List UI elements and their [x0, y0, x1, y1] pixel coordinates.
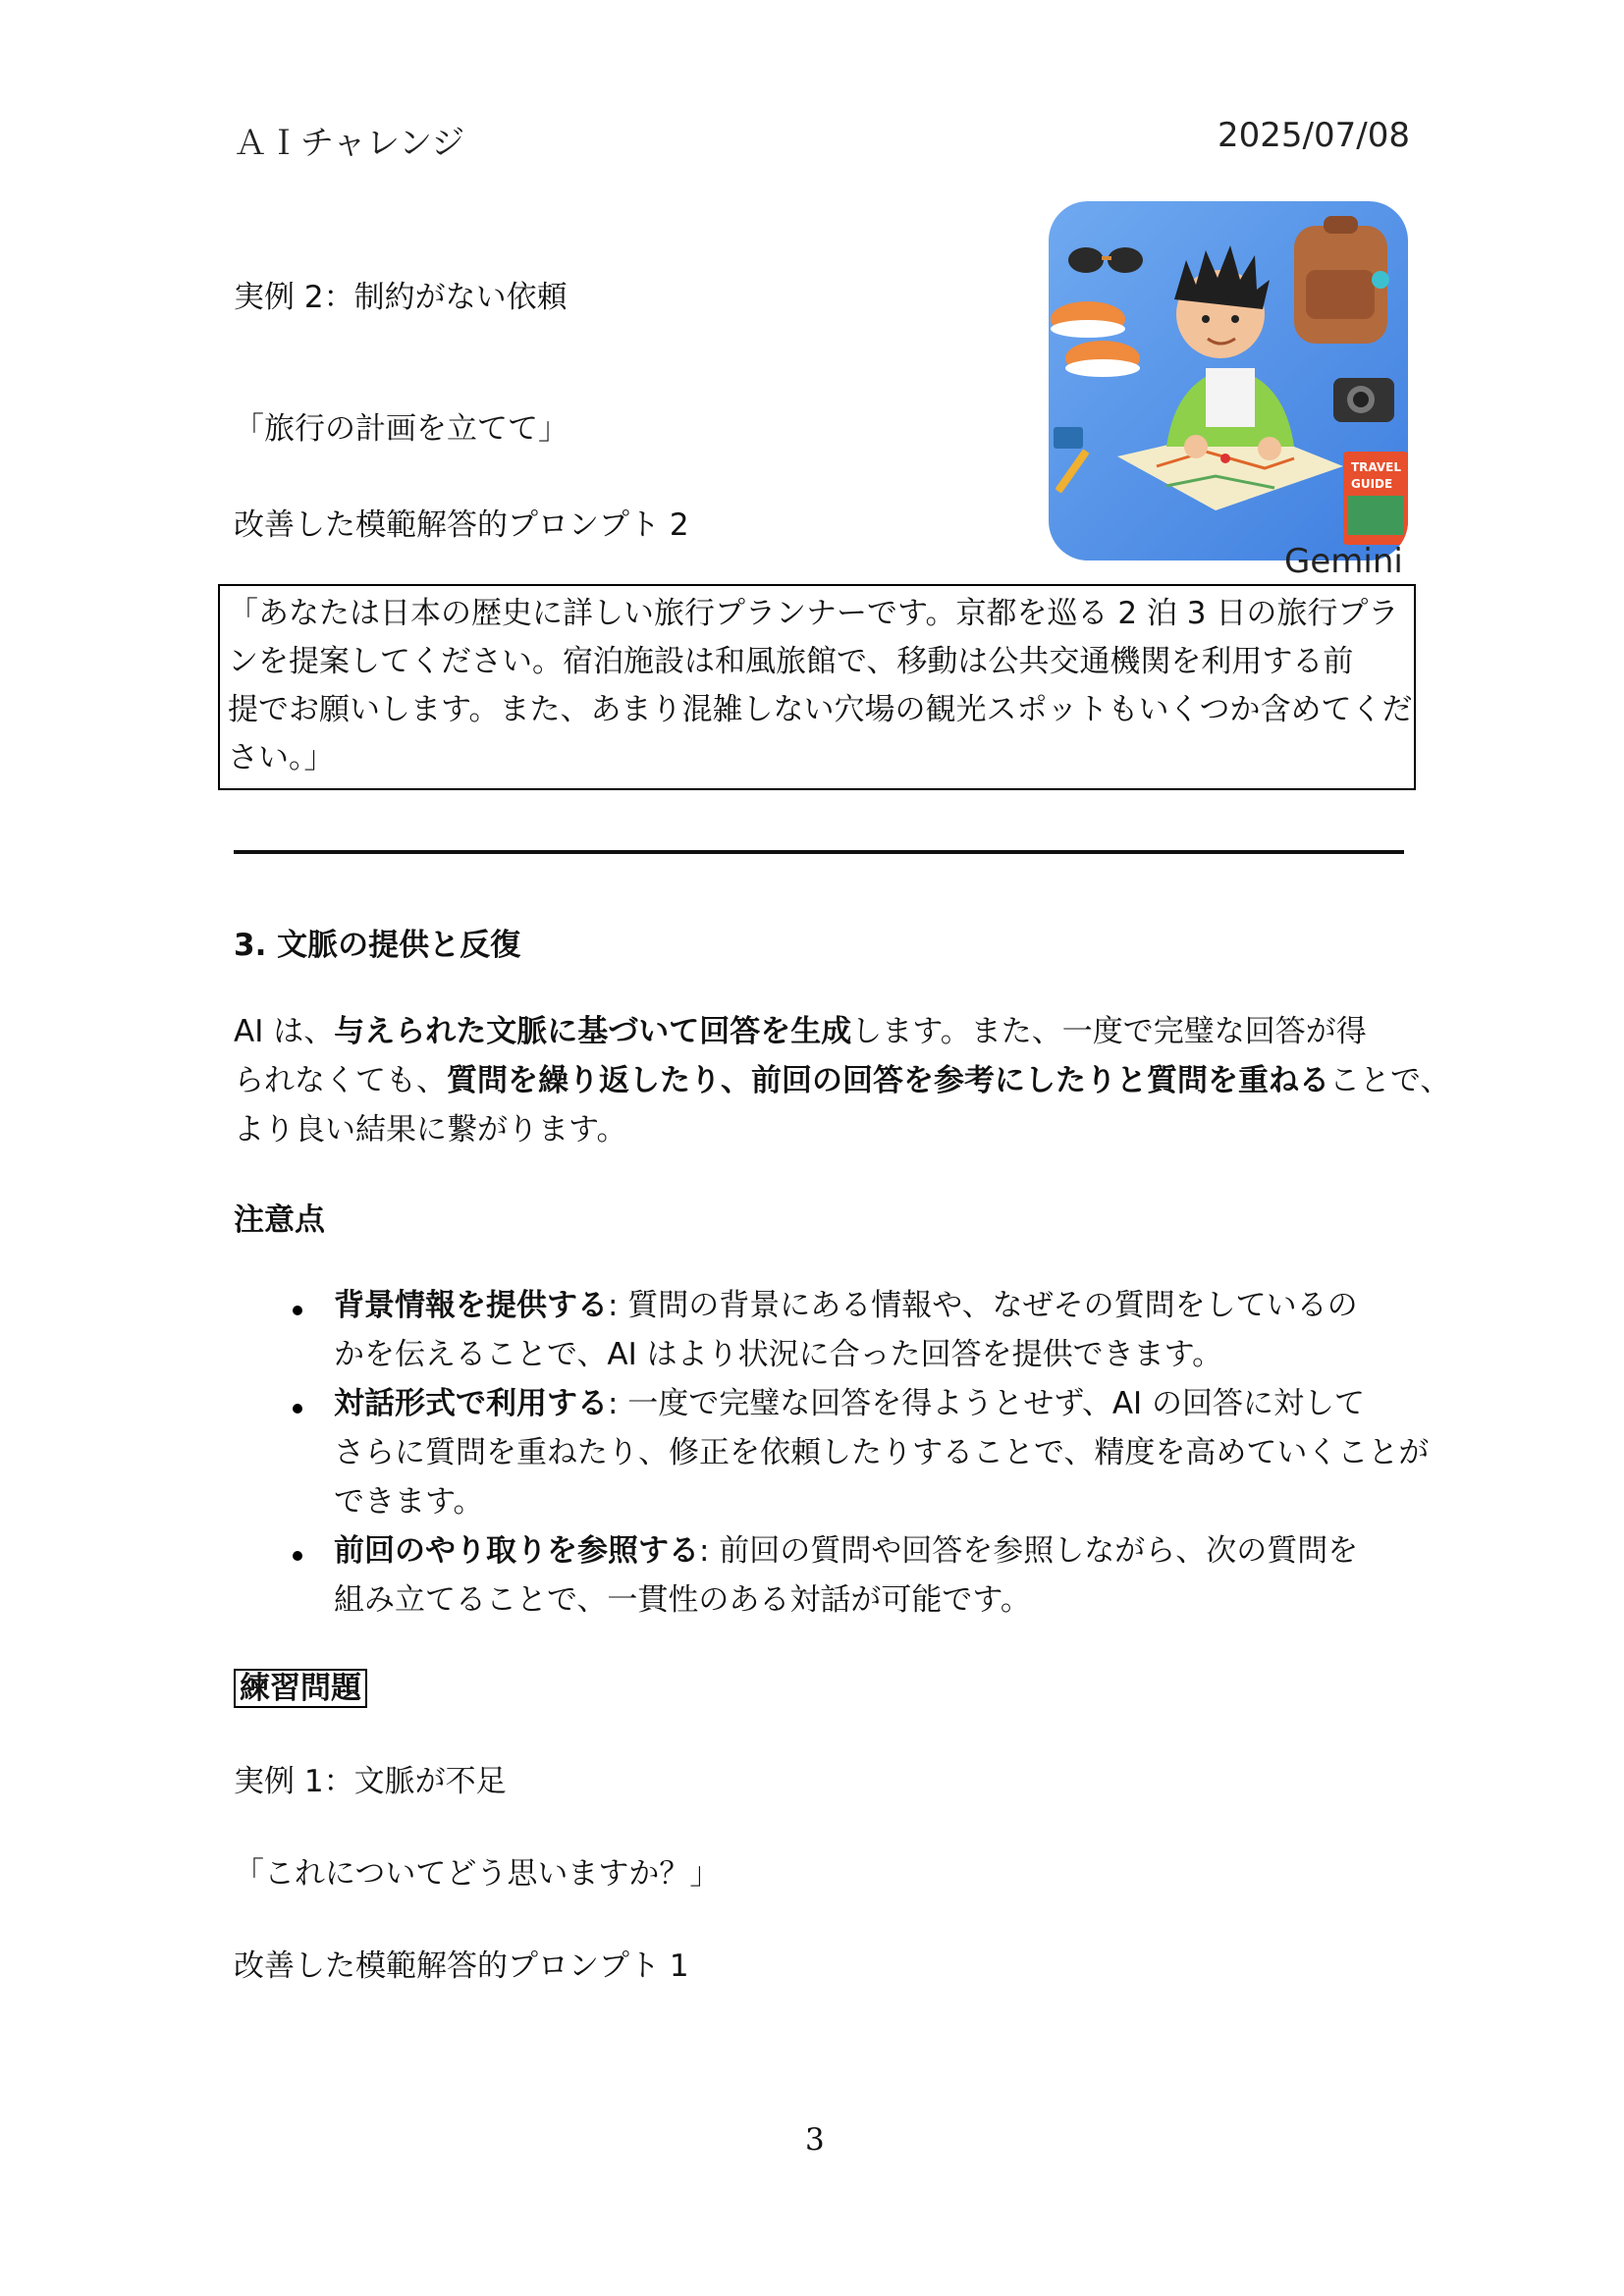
improved-prompt-line: さい。」	[228, 740, 335, 775]
bullet-item: 対話形式で利用する: 一度で完璧な回答を得ようとせず、AI の回答に対して	[334, 1386, 1366, 1421]
section3-heading: 3. 文脈の提供と反復	[234, 928, 521, 963]
example1-improved-label: 改善した模範解答的プロンプト 1	[234, 1949, 689, 1984]
example2-bad-prompt: 「旅行の計画を立てて」	[234, 411, 568, 447]
bullet-item-cont: かを伝えることで、AI はより状況に合った回答を提供できます。	[334, 1337, 1223, 1372]
improved-prompt-line: 「あなたは日本の歴史に詳しい旅行プランナーです。京都を巡る 2 泊 3 日の旅行プラ	[228, 596, 1399, 631]
page-number: 3	[805, 2122, 825, 2158]
section3-para-line: より良い結果に繋がります。	[234, 1112, 627, 1148]
bullet-item: 前回のやり取りを参照する: 前回の質問や回答を参照しながら、次の質問を	[334, 1533, 1359, 1569]
bullet-icon	[293, 1551, 302, 1561]
notes-heading: 注意点	[234, 1202, 325, 1238]
section-divider	[234, 850, 1404, 854]
traveler-image	[1049, 201, 1408, 561]
practice-heading: 練習問題	[234, 1669, 367, 1708]
practice-heading-wrap	[234, 1664, 367, 1713]
svg-text:TRAVEL: TRAVEL	[1351, 460, 1402, 474]
example1-title: 実例 1：文脈が不足	[234, 1764, 507, 1799]
section3-para-line: られなくても、質問を繰り返したり、前回の回答を参考にしたりと質問を重ねることで、	[234, 1063, 1451, 1098]
image-caption: Gemini	[1284, 542, 1403, 581]
bullet-item-cont: 組み立てることで、一貫性のある対話が可能です。	[334, 1582, 1031, 1618]
improved-prompt-box	[218, 584, 1416, 790]
bullet-icon	[293, 1404, 302, 1414]
section3-para-line: AI は、与えられた文脈に基づいて回答を生成します。また、一度で完璧な回答が得	[234, 1014, 1367, 1049]
improved-prompt-line: ンを提案してください。宿泊施設は和風旅館で、移動は公共交通機関を利用する前	[228, 644, 1354, 679]
bullet-icon	[293, 1306, 302, 1315]
bullet-item-cont: さらに質問を重ねたり、修正を依頼したりすることで、精度を高めていくことが	[334, 1435, 1430, 1470]
example2-title: 実例 2：制約がない依頼	[234, 280, 568, 315]
improved-prompt-line: 提でお願いします。また、あまり混雑しない穴場の観光スポットもいくつか含めてくだ	[228, 692, 1413, 727]
svg-text:GUIDE: GUIDE	[1351, 477, 1393, 491]
header-title: ＡＩチャレンジ	[234, 124, 465, 163]
header-date: 2025/07/08	[1218, 116, 1410, 155]
example1-prompt: 「これについてどう思いますか？」	[234, 1856, 721, 1892]
travel-illustration	[1049, 201, 1408, 561]
bullet-item-cont: できます。	[334, 1484, 484, 1520]
example2-improved-label: 改善した模範解答的プロンプト 2	[234, 507, 689, 543]
bullet-item: 背景情報を提供する: 質問の背景にある情報や、なぜその質問をしているの	[334, 1288, 1358, 1323]
